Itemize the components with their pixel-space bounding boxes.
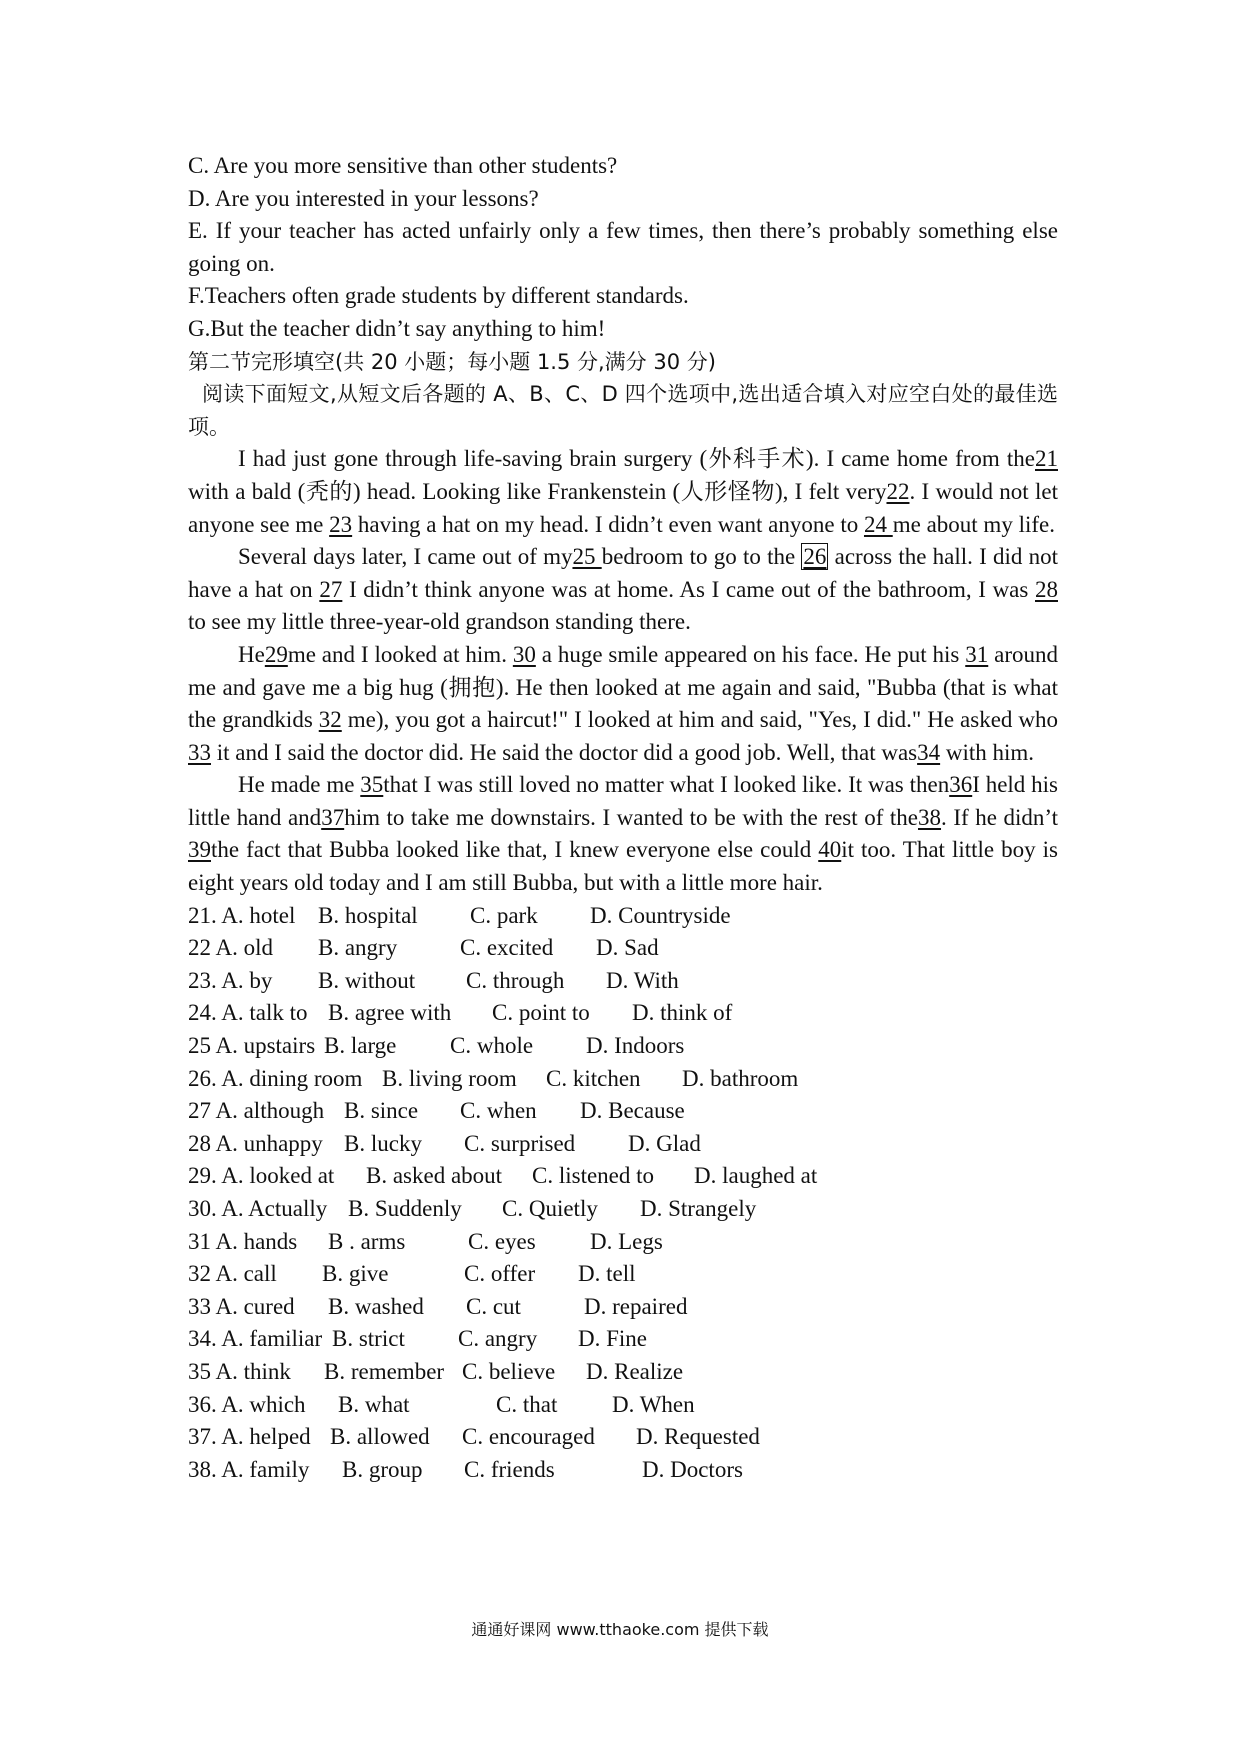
blank-23: 23 (329, 511, 353, 537)
option-f-line: F.Teachers often grade students by different standards. (188, 283, 689, 309)
blank-25: 25 (572, 544, 602, 570)
question-option-a: 31 A. hands (188, 1228, 298, 1254)
question-option-b: B. allowed (330, 1424, 430, 1450)
question-option-c: C. Quietly (502, 1196, 598, 1221)
question-row (188, 1356, 1058, 1389)
blank-40: 40 (818, 837, 842, 863)
question-option-a: 22 A. old (188, 935, 273, 961)
question-option-c: C. point to (492, 1000, 590, 1026)
question-row (188, 1030, 1058, 1063)
question-option-c: C. listened to (532, 1163, 655, 1189)
question-option-d: D. With (606, 967, 679, 993)
option-g-line: G.But the teacher didn’t say anything to him! (188, 315, 606, 341)
blank-30: 30 (512, 641, 536, 667)
blank-33: 33 (188, 739, 211, 765)
question-option-a: 38. A. family (188, 1456, 310, 1482)
question-option-d: D. Fine (578, 1326, 647, 1352)
question-option-b: B. washed (328, 1293, 424, 1319)
question-option-d: D. When (612, 1391, 695, 1417)
question-option-a: 37. A. helped (188, 1424, 311, 1450)
question-row (188, 1389, 1058, 1422)
question-row (188, 1193, 1058, 1226)
question-option-b: B. hospital (318, 902, 418, 928)
question-option-b: B. give (322, 1261, 389, 1287)
question-option-d: D. bathroom (682, 1065, 799, 1091)
section-heading: 第二节完形填空(共 20 小题；每小题 1.5 分,满分 30 分) (188, 349, 716, 374)
question-option-c: C. when (460, 1098, 537, 1124)
question-option-b: B . arms (328, 1228, 406, 1254)
question-option-d: D. Sad (596, 935, 659, 961)
question-option-c: C. eyes (468, 1228, 536, 1254)
blank-32: 32 (318, 707, 342, 733)
question-option-a: 35 A. think (188, 1358, 291, 1384)
question-row (188, 1063, 1058, 1096)
blank-24: 24 (863, 511, 893, 537)
question-option-a: 32 A. call (188, 1261, 277, 1287)
blank-34: 34 (917, 739, 941, 765)
section-instruction: 阅读下面短文,从短文后各题的 A、B、C、D 四个选项中,选出适合填入对应空白处的最佳选项。 (188, 382, 1058, 439)
question-option-c: C. angry (458, 1326, 538, 1352)
question-option-b: B. group (342, 1456, 423, 1482)
question-option-c: C. encouraged (462, 1424, 595, 1450)
question-row (188, 965, 1058, 998)
question-option-c: C. believe (462, 1358, 556, 1384)
question-option-d: D. Indoors (586, 1033, 685, 1059)
question-option-d: D. Doctors (642, 1456, 743, 1482)
question-option-d: D. Legs (590, 1228, 663, 1254)
question-row (188, 1421, 1058, 1454)
question-option-c: C. park (470, 902, 538, 928)
question-option-b: B. what (338, 1391, 410, 1417)
question-option-b: B. lucky (344, 1130, 422, 1156)
question-row (188, 1160, 1058, 1193)
question-option-b: B. without (318, 967, 416, 993)
option-d-line: D. Are you interested in your lessons? (188, 185, 539, 211)
question-list (188, 900, 1058, 1487)
question-option-b: B. asked about (366, 1163, 503, 1189)
question-option-b: B. large (324, 1033, 397, 1059)
question-option-c: C. surprised (464, 1130, 576, 1156)
question-row (188, 1258, 1058, 1291)
question-option-c: C. friends (464, 1456, 555, 1482)
question-row (188, 1291, 1058, 1324)
blank-37: 37 (321, 804, 345, 830)
question-row (188, 1095, 1058, 1128)
blank-39: 39 (188, 837, 211, 863)
question-option-d: D. Because (580, 1098, 685, 1124)
question-option-d: D. Countryside (590, 902, 731, 928)
question-option-d: D. think of (632, 1000, 733, 1026)
question-option-a: 36. A. which (188, 1391, 306, 1417)
question-option-d: D. Realize (586, 1358, 684, 1384)
blank-22: 22 (886, 478, 910, 504)
blank-27: 27 (319, 576, 343, 602)
blank-28: 28 (1035, 576, 1058, 602)
question-option-a: 27 A. although (188, 1098, 325, 1124)
question-row (188, 1323, 1058, 1356)
blank-26: 26 (803, 544, 827, 570)
question-option-d: D. Requested (636, 1424, 760, 1450)
question-option-b: B. Suddenly (348, 1196, 462, 1221)
question-option-d: D. repaired (584, 1293, 688, 1319)
question-option-b: B. remember (324, 1358, 445, 1384)
question-option-d: D. laughed at (694, 1163, 818, 1189)
question-option-c: C. through (466, 967, 565, 993)
blank-31: 31 (965, 641, 989, 667)
question-option-c: C. that (496, 1391, 558, 1417)
question-option-d: D. Strangely (640, 1196, 757, 1221)
blank-36: 36 (949, 772, 973, 798)
passage-paragraph-3: He29me and I looked at him. 30 a huge smile appeared on his face. He put his 31 around me and gave me a big hug (拥抱). He then looked at me again and said, "Bubba (that is what the grandkids 32 me), you got a haircut!" I looked at him and said, "Yes, I did." He asked who 33 it and I said the doctor did. He said the doctor did a good job. Well, that was34 with him. (188, 641, 1059, 765)
passage-paragraph-1: I had just gone through life-saving brain surgery (外科手术). I came home from the21 with a bald (秃的) head. Looking like Frankenstein (人形怪物), I felt very22. I would not let anyone see me 23 having a hat on my head. I didn’t even want anyone to 24 me about my life. (188, 446, 1058, 537)
question-option-b: B. since (344, 1098, 419, 1124)
question-option-a: 26. A. dining room (188, 1065, 363, 1091)
blank-21: 21 (1035, 446, 1058, 472)
question-option-d: D. Glad (628, 1130, 701, 1156)
download-footer: 通通好课网 www.tthaoke.com 提供下载 (471, 1620, 769, 1639)
question-row (188, 900, 1058, 933)
question-option-c: C. kitchen (546, 1065, 641, 1091)
question-option-a: 30. A. Actually (188, 1196, 328, 1221)
question-option-c: C. cut (466, 1293, 521, 1319)
question-option-b: B. angry (318, 935, 398, 961)
option-c-line: C. Are you more sensitive than other students? (188, 153, 618, 178)
question-option-a: 29. A. looked at (188, 1163, 335, 1189)
page-content (188, 150, 1058, 1486)
question-row (188, 1226, 1058, 1259)
question-row (188, 997, 1058, 1030)
question-row (188, 932, 1058, 965)
question-option-c: C. excited (460, 935, 554, 961)
question-option-a: 28 A. unhappy (188, 1130, 323, 1156)
question-option-a: 21. A. hotel (188, 902, 296, 928)
question-option-b: B. agree with (328, 1000, 452, 1026)
question-option-a: 33 A. cured (188, 1293, 295, 1319)
question-option-c: C. offer (464, 1261, 536, 1287)
question-option-a: 24. A. talk to (188, 1000, 308, 1026)
question-option-c: C. whole (450, 1033, 534, 1059)
passage-paragraph-2: Several days later, I came out of my25 bedroom to go to the 26 across the hall. I did not have a hat on 27 I didn’t think anyone was at home. As I came out of the bathroom, I was 28 to see my little three-year-old grandson standing there. (188, 544, 1058, 635)
option-e-line: E. If your teacher has acted unfairly only a few times, then there’s probably something else going on. (188, 218, 1058, 276)
blank-35: 35 (360, 772, 384, 798)
question-option-a: 34. A. familiar (188, 1326, 323, 1352)
question-option-a: 23. A. by (188, 967, 273, 993)
question-row (188, 1454, 1058, 1487)
blank-29: 29 (264, 641, 288, 667)
blank-38: 38 (918, 804, 942, 830)
question-option-b: B. strict (332, 1326, 405, 1352)
question-option-a: 25 A. upstairs (188, 1033, 316, 1059)
passage-paragraph-4: He made me 35that I was still loved no matter what I looked like. It was then36I held his little hand and37him to take me downstairs. I wanted to be with the rest of the38. If he didn’t 39the fact that Bubba looked like that, I knew everyone else could 40it too. That little boy is eight years old today and I am still Bubba, but with a little more hair. (188, 772, 1058, 896)
question-option-b: B. living room (382, 1065, 517, 1091)
question-option-d: D. tell (578, 1261, 636, 1287)
question-row (188, 1128, 1058, 1161)
